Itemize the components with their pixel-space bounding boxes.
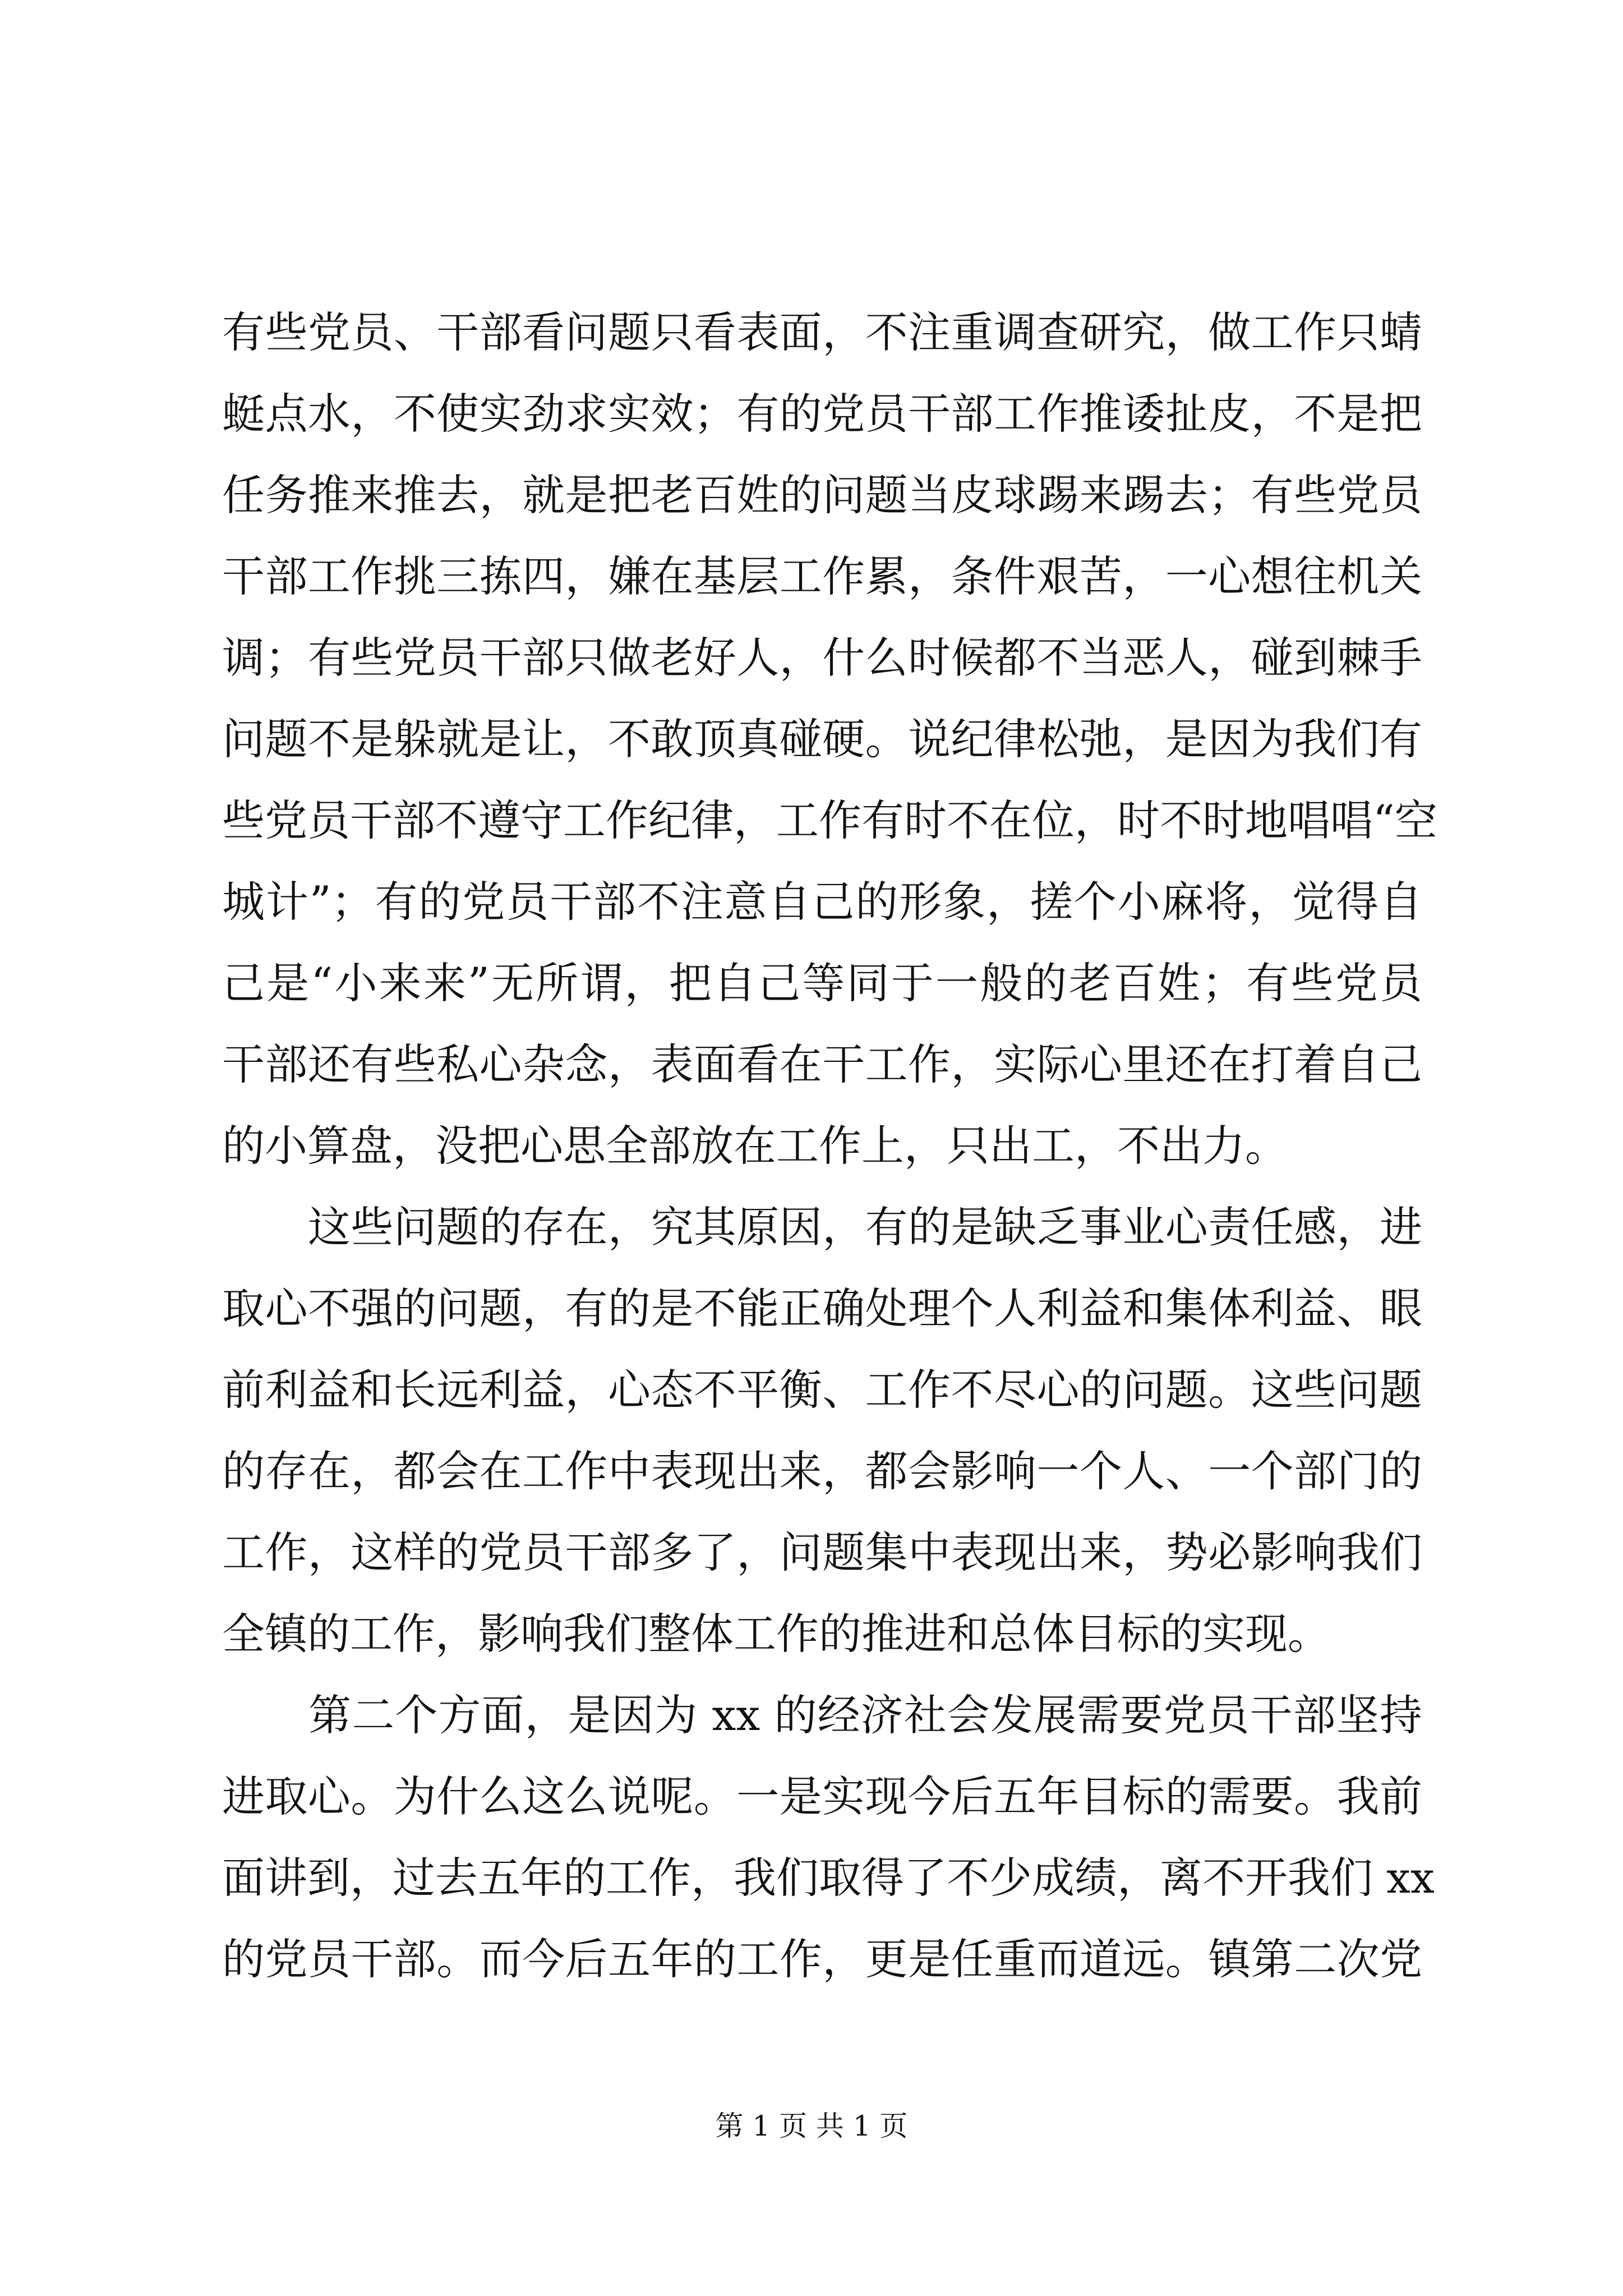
text-line: 些党员干部不遵守工作纪律，工作有时不在位，时不时地唱唱“空 xyxy=(222,795,1437,845)
text-line: 的存在，都会在工作中表现出来，都会影响一个人、一个部门的 xyxy=(222,1446,1422,1496)
text-line: 调；有些党员干部只做老好人，什么时候都不当恶人，碰到棘手 xyxy=(222,633,1422,683)
text-line-paragraph-end: 的小算盘，没把心思全部放在工作上，只出工，不出力。 xyxy=(222,1121,1288,1171)
document-body xyxy=(222,292,1437,2000)
text-line: 干部还有些私心杂念，表面看在干工作，实际心里还在打着自己 xyxy=(222,1039,1422,1089)
text-line: 己是“小来来”无所谓，把自己等同于一般的老百姓；有些党员 xyxy=(222,958,1422,1008)
text-line: 任务推来推去，就是把老百姓的问题当皮球踢来踢去；有些党员 xyxy=(222,470,1422,520)
text-line: 有些党员、干部看问题只看表面，不注重调查研究，做工作只蜻 xyxy=(222,307,1422,357)
text-line: 前利益和长远利益，心态不平衡、工作不尽心的问题。这些问题 xyxy=(222,1365,1422,1415)
text-line: 取心不强的问题，有的是不能正确处理个人利益和集体利益、眼 xyxy=(222,1283,1422,1333)
text-line: 城计”；有的党员干部不注意自己的形象，搓个小麻将，觉得自 xyxy=(222,877,1422,927)
text-line-paragraph-end: 全镇的工作，影响我们整体工作的推进和总体目标的实现。 xyxy=(222,1609,1330,1659)
text-line: 干部工作挑三拣四，嫌在基层工作累，条件艰苦，一心想往机关 xyxy=(222,551,1422,601)
text-line: 进取心。为什么这么说呢。一是实现今后五年目标的需要。我前 xyxy=(222,1772,1422,1821)
page-number-footer: 第 1 页 共 1 页 xyxy=(715,2110,908,2142)
text-line: 的党员干部。而今后五年的工作，更是任重而道远。镇第二次党 xyxy=(222,1934,1422,1984)
text-line-paragraph-start: 这些问题的存在，究其原因，有的是缺乏事业心责任感，进 xyxy=(222,1202,1422,1252)
text-line: 蜓点水，不使实劲求实效；有的党员干部工作推诿扯皮，不是把 xyxy=(222,389,1422,439)
text-line: 问题不是躲就是让，不敢顶真碰硬。说纪律松弛，是因为我们有 xyxy=(222,714,1422,764)
text-line-paragraph-start: 第二个方面，是因为 xx 的经济社会发展需要党员干部坚持 xyxy=(222,1690,1422,1740)
text-line: 面讲到，过去五年的工作，我们取得了不少成绩，离不开我们 xx xyxy=(222,1853,1435,1903)
text-line: 工作，这样的党员干部多了，问题集中表现出来，势必影响我们 xyxy=(222,1527,1422,1577)
